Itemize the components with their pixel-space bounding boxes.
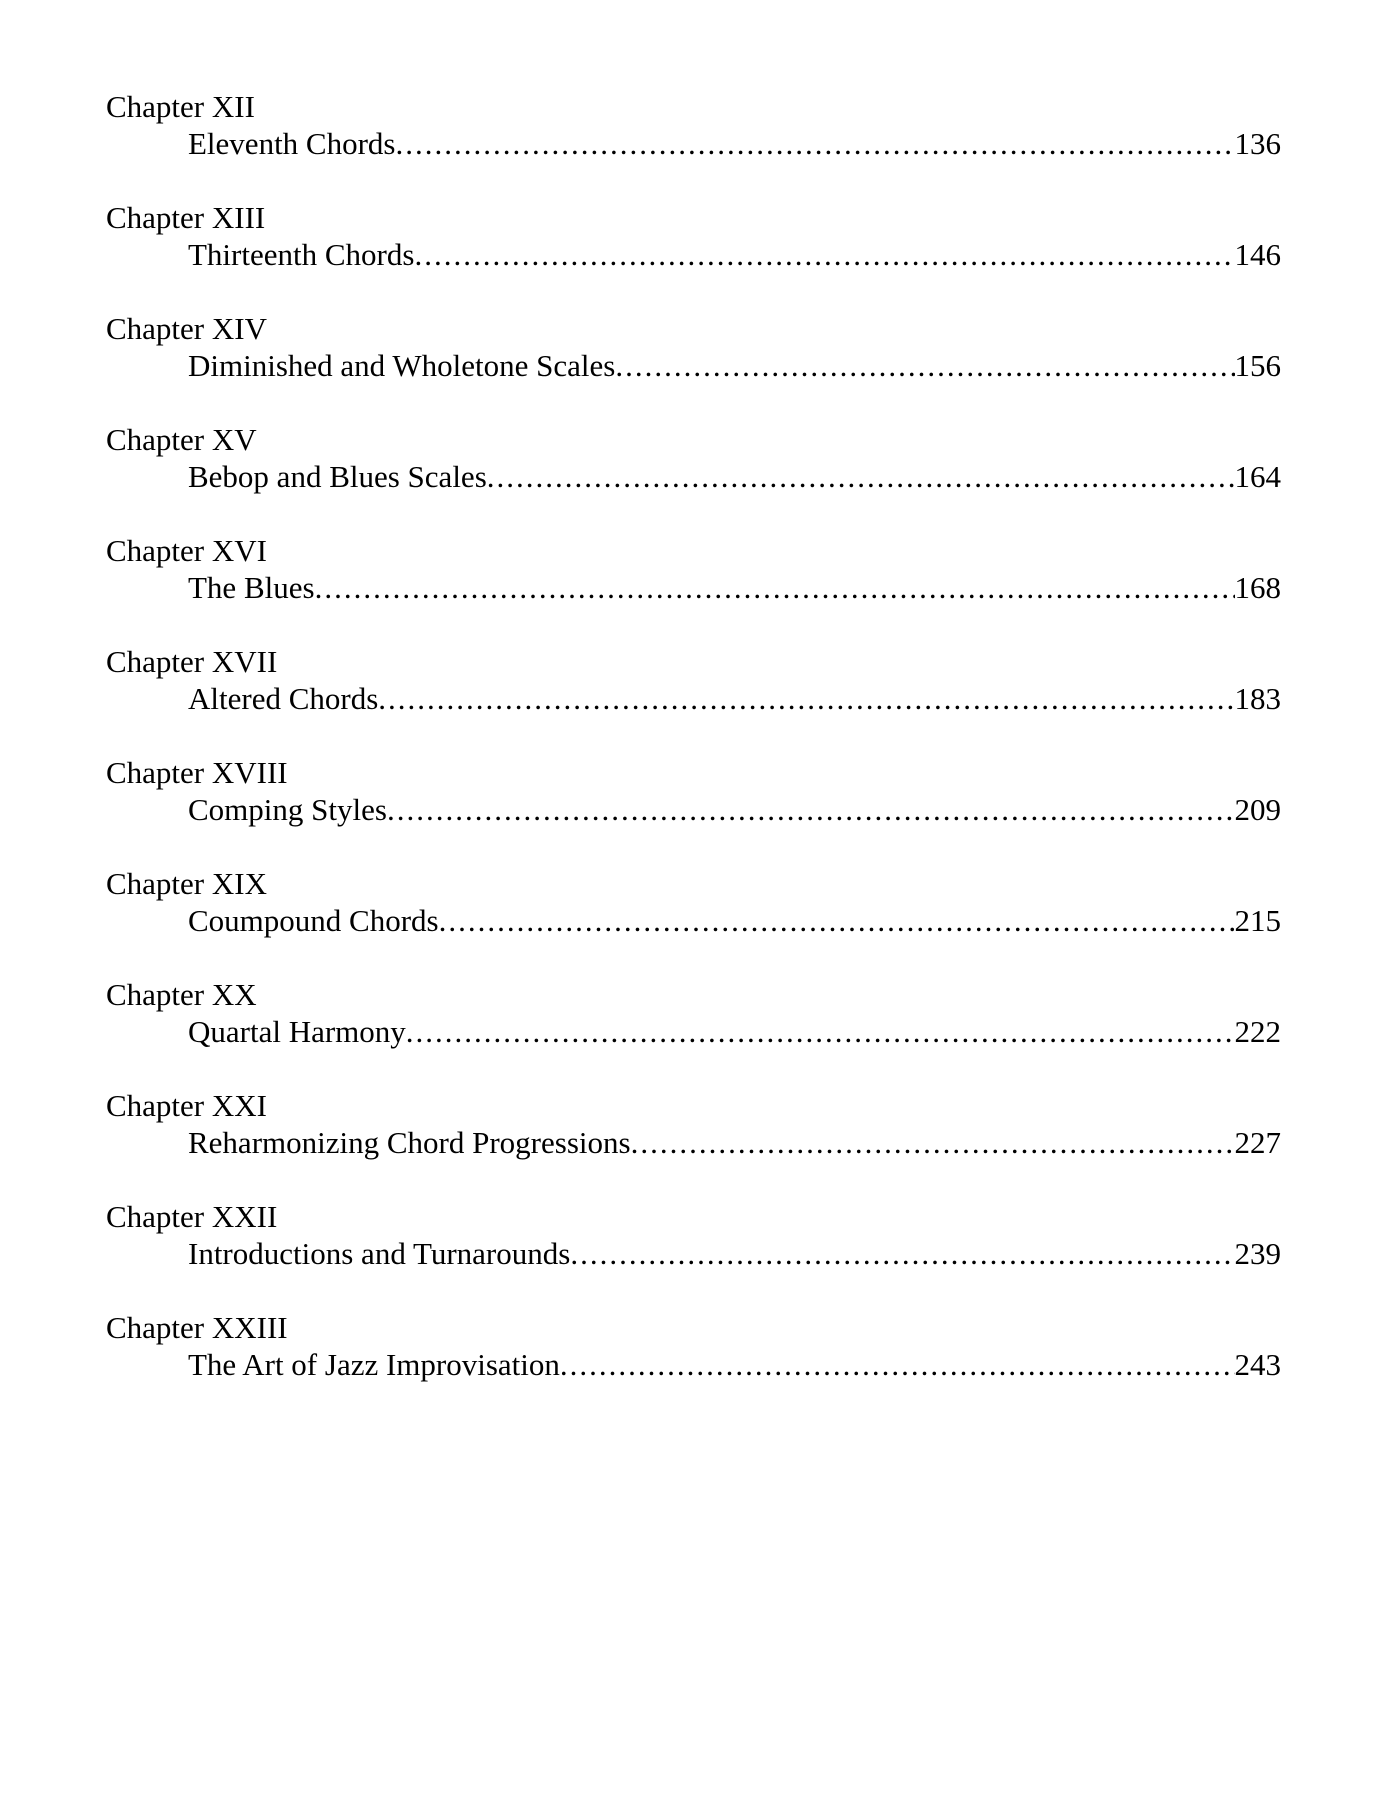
dot-leader	[615, 347, 1234, 384]
page-number: 164	[1234, 459, 1281, 494]
chapter-line[interactable]	[188, 1235, 1281, 1272]
chapter-title: Quartal Harmony	[188, 1014, 406, 1049]
toc-entry	[106, 1309, 1281, 1420]
page-number: 168	[1234, 570, 1281, 605]
dot-leader	[439, 902, 1235, 939]
dot-leader	[487, 458, 1235, 495]
chapter-heading: Chapter XIX	[106, 866, 267, 901]
chapter-title: Bebop and Blues Scales	[188, 459, 487, 494]
chapter-line[interactable]	[188, 791, 1281, 828]
page-number: 156	[1234, 348, 1281, 383]
chapter-line[interactable]	[188, 1013, 1281, 1050]
chapter-heading: Chapter XV	[106, 422, 257, 457]
dot-leader	[406, 1013, 1235, 1050]
chapter-title: Comping Styles	[188, 792, 387, 827]
table-of-contents	[106, 88, 1281, 1420]
dot-leader	[378, 680, 1234, 717]
chapter-line[interactable]	[188, 347, 1281, 384]
page-number: 222	[1234, 1014, 1281, 1049]
dot-leader	[414, 236, 1234, 273]
dot-leader	[560, 1346, 1235, 1383]
chapter-heading: Chapter XXI	[106, 1088, 267, 1123]
chapter-heading: Chapter XVIII	[106, 755, 288, 790]
toc-entry	[106, 310, 1281, 421]
toc-entry	[106, 199, 1281, 310]
toc-entry	[106, 421, 1281, 532]
page-number: 227	[1234, 1125, 1281, 1160]
chapter-title: Introductions and Turnarounds	[188, 1236, 571, 1271]
toc-entry	[106, 976, 1281, 1087]
chapter-line[interactable]	[188, 569, 1281, 606]
toc-entry	[106, 532, 1281, 643]
chapter-heading: Chapter XVI	[106, 533, 267, 568]
chapter-heading: Chapter XXIII	[106, 1310, 288, 1345]
chapter-heading: Chapter XIII	[106, 200, 266, 235]
chapter-line[interactable]	[188, 125, 1281, 162]
chapter-line[interactable]	[188, 1124, 1281, 1161]
chapter-heading: Chapter XIV	[106, 311, 267, 346]
chapter-title: Altered Chords	[188, 681, 379, 716]
chapter-title: The Blues	[188, 570, 315, 605]
toc-entry	[106, 1087, 1281, 1198]
dot-leader	[387, 791, 1235, 828]
page-number: 146	[1234, 237, 1281, 272]
chapter-title: Reharmonizing Chord Progressions	[188, 1125, 631, 1160]
chapter-line[interactable]	[188, 680, 1281, 717]
chapter-heading: Chapter XXII	[106, 1199, 278, 1234]
dot-leader	[396, 125, 1235, 162]
page-number: 239	[1234, 1236, 1281, 1271]
page-number: 243	[1234, 1347, 1281, 1382]
dot-leader	[631, 1124, 1235, 1161]
toc-entry	[106, 754, 1281, 865]
chapter-line[interactable]	[188, 236, 1281, 273]
chapter-title: Thirteenth Chords	[188, 237, 415, 272]
toc-entry	[106, 1198, 1281, 1309]
chapter-heading: Chapter XVII	[106, 644, 278, 679]
chapter-title: The Art of Jazz Improvisation	[188, 1347, 560, 1382]
chapter-line[interactable]	[188, 902, 1281, 939]
page-number: 136	[1234, 126, 1281, 161]
toc-entry	[106, 643, 1281, 754]
dot-leader	[570, 1235, 1234, 1272]
page-number: 183	[1234, 681, 1281, 716]
page-number: 209	[1234, 792, 1281, 827]
toc-entry	[106, 865, 1281, 976]
chapter-line[interactable]	[188, 1346, 1281, 1383]
chapter-line[interactable]	[188, 458, 1281, 495]
chapter-heading: Chapter XII	[106, 89, 255, 124]
chapter-title: Coumpound Chords	[188, 903, 439, 938]
page-number: 215	[1234, 903, 1281, 938]
toc-entry	[106, 88, 1281, 199]
dot-leader	[315, 569, 1235, 606]
chapter-title: Eleventh Chords	[188, 126, 396, 161]
chapter-heading: Chapter XX	[106, 977, 257, 1012]
chapter-title: Diminished and Wholetone Scales	[188, 348, 616, 383]
